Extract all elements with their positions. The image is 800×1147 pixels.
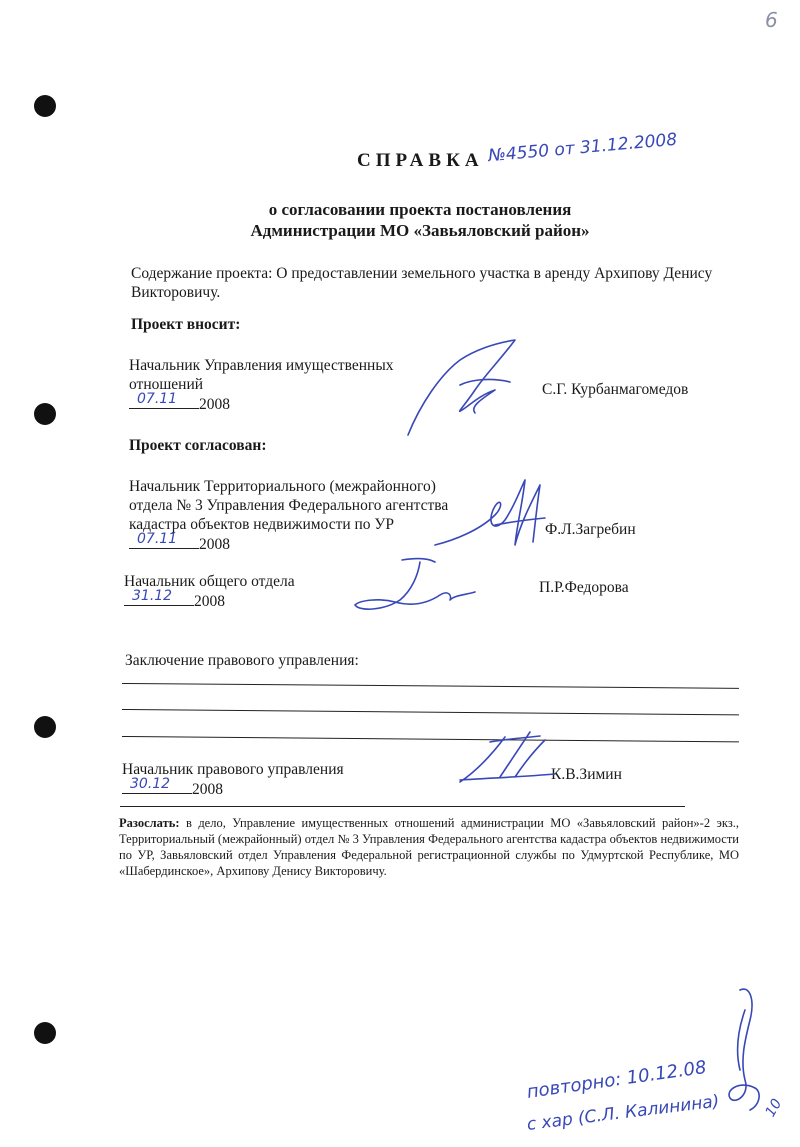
- registration-note: №4550 от 31.12.2008: [487, 129, 678, 167]
- distribution-text: в дело, Управление имущественных отношений администрации МО «Завьяловский район»-2 экз., Территориальный (межрайонный) отдел № 3 Управления Федерального агентства кадастра объектов недвижимости по УР, Завьяловский отдел Управления Федеральной регистрационной службы по Удмуртской Республике, МО «Шабердинское», Архипову Денису Викторовичу.: [119, 816, 740, 878]
- approver2-year: 2008: [194, 593, 225, 610]
- handwritten-note-num: 10: [762, 1096, 786, 1120]
- document-title: СПРАВКА: [357, 150, 484, 171]
- legal-head-date-hand: 30.12: [130, 776, 171, 792]
- submitted-by-heading: Проект вносит:: [131, 316, 241, 333]
- document-subtitle: [200, 199, 640, 241]
- legal-head-block: [122, 760, 442, 799]
- distribution-label: Разослать:: [119, 816, 180, 830]
- date-underline: [124, 588, 194, 606]
- distribution-separator: [120, 806, 685, 807]
- approver2-position-1: Начальник общего отдела: [124, 573, 295, 590]
- approver1-position-1: Начальник Территориального (межрайонного): [129, 478, 436, 495]
- subtitle-line1: о согласовании проекта постановления: [268, 200, 572, 219]
- signature-approver1: [425, 470, 555, 560]
- date-underline: [129, 391, 199, 409]
- signature-approver2: [340, 550, 480, 620]
- punch-hole: [34, 1022, 56, 1044]
- conclusion-line-2: [122, 709, 739, 715]
- date-underline: [129, 531, 199, 549]
- handwritten-note-2: с хар (С.Л. Калинина): [525, 1091, 721, 1135]
- punch-hole: [34, 95, 56, 117]
- conclusion-line-1: [122, 683, 739, 689]
- legal-head-year: 2008: [192, 781, 223, 798]
- submitter-date-hand: 07.11: [137, 391, 178, 407]
- signature-submitter: [400, 335, 530, 445]
- date-underline: [122, 776, 192, 794]
- agreed-heading: Проект согласован:: [129, 437, 267, 454]
- submitter-name: С.Г. Курбанмагомедов: [542, 381, 689, 398]
- signature-note: [700, 980, 790, 1130]
- content-line2: Викторовичу.: [131, 284, 221, 301]
- content-line1: Содержание проекта: О предоставлении земельного участка в аренду Архипову Денису: [131, 265, 713, 282]
- legal-conclusion-label: Заключение правового управления:: [125, 652, 359, 669]
- page-number: 6: [765, 8, 778, 32]
- legal-head-name: К.В.Зимин: [551, 766, 622, 783]
- approver2-name: П.Р.Федорова: [539, 579, 629, 596]
- legal-head-position-1: Начальник правового управления: [122, 761, 344, 778]
- punch-hole: [34, 403, 56, 425]
- approver2-date-hand: 31.12: [132, 588, 173, 604]
- submitter-year: 2008: [199, 396, 230, 413]
- project-content: [131, 264, 751, 302]
- submitter-position-2: отношений: [129, 376, 204, 393]
- approver1-year: 2008: [199, 536, 230, 553]
- legal-head-date: [122, 776, 442, 799]
- signature-legal-head: [440, 722, 570, 792]
- handwritten-note-1: повторно: 10.12.08: [525, 1056, 708, 1103]
- approver1-position-3: кадастра объектов недвижимости по УР: [129, 516, 395, 533]
- subtitle-line2: Администрации МО «Завьяловский район»: [250, 221, 590, 240]
- distribution-list: [119, 815, 739, 879]
- submitter-position-1: Начальник Управления имущественных: [129, 357, 394, 374]
- approver1-date-hand: 07.11: [137, 531, 178, 547]
- approver1-name: Ф.Л.Загребин: [545, 521, 636, 538]
- approver1-position-2: отдела № 3 Управления Федерального агентства: [129, 497, 449, 514]
- conclusion-line-3: [122, 736, 739, 742]
- punch-hole: [34, 716, 56, 738]
